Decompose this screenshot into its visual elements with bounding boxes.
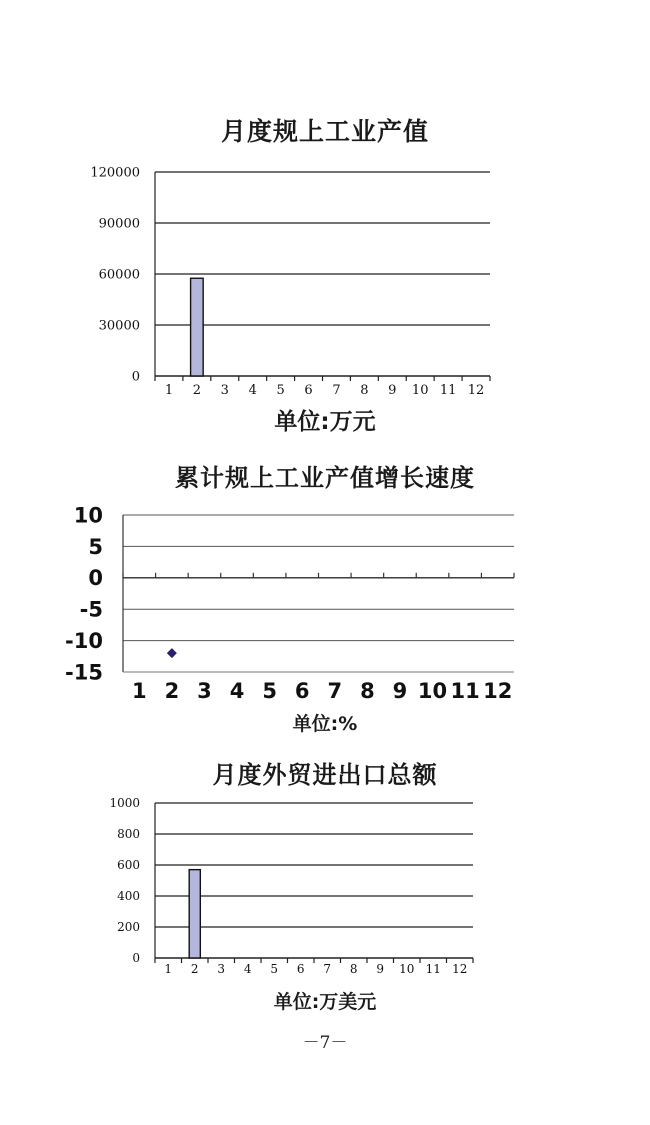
y-tick-label: 10 xyxy=(73,503,103,528)
x-tick-label: 3 xyxy=(197,679,212,703)
x-tick-label: 5 xyxy=(270,962,279,976)
y-tick-label: 1000 xyxy=(109,796,140,811)
y-tick-label: 30000 xyxy=(98,318,140,334)
x-tick-label: 10 xyxy=(417,679,448,703)
chart1-monthly-industrial-output xyxy=(0,160,650,405)
x-tick-label: 6 xyxy=(294,679,310,703)
y-tick-label: 60000 xyxy=(98,267,140,283)
y-tick-label: 0 xyxy=(132,951,140,966)
chart1-unit-label: 单位:万元 xyxy=(274,409,376,435)
y-tick-label: -15 xyxy=(65,660,103,685)
x-tick-label: 8 xyxy=(349,962,358,976)
chart2-title: 累计规上工业产值增长速度 xyxy=(175,464,475,492)
x-tick-label: 11 xyxy=(439,383,457,398)
y-tick-label: -5 xyxy=(79,597,103,622)
x-tick-label: 6 xyxy=(304,383,313,398)
y-tick-label: 0 xyxy=(131,369,140,385)
x-tick-label: 7 xyxy=(332,383,341,398)
x-tick-label: 3 xyxy=(217,962,226,976)
x-tick-label: 7 xyxy=(323,962,332,976)
x-tick-label: 2 xyxy=(192,383,202,398)
x-tick-label: 4 xyxy=(243,962,252,976)
x-tick-label: 11 xyxy=(450,679,480,703)
y-tick-label: 200 xyxy=(117,920,140,935)
x-tick-label: 11 xyxy=(425,962,441,976)
x-tick-label: 2 xyxy=(190,962,199,976)
x-tick-label: 4 xyxy=(248,383,257,398)
chart1-title: 月度规上工业产值 xyxy=(220,117,429,146)
y-tick-label: 800 xyxy=(117,827,140,842)
x-tick-label: 4 xyxy=(229,679,245,703)
x-tick-label: 12 xyxy=(483,679,513,703)
x-tick-label: 1 xyxy=(131,679,147,703)
x-tick-label: 5 xyxy=(276,383,285,398)
x-tick-label: 8 xyxy=(360,679,375,703)
bar-month-2 xyxy=(189,870,200,958)
x-tick-label: 1 xyxy=(164,962,173,976)
x-tick-label: 5 xyxy=(262,679,277,703)
x-tick-label: 9 xyxy=(388,383,397,398)
bar-month-2 xyxy=(191,278,204,376)
page-number: －7－ xyxy=(302,1033,348,1053)
y-tick-label: 5 xyxy=(88,534,103,559)
chart3-monthly-foreign-trade xyxy=(0,790,650,985)
y-tick-label: 600 xyxy=(117,858,140,873)
chart3-title: 月度外贸进出口总额 xyxy=(212,761,438,789)
x-tick-label: 10 xyxy=(411,383,429,398)
point-month-2 xyxy=(167,648,177,658)
chart3-unit-label: 单位:万美元 xyxy=(273,991,377,1013)
y-tick-label: 400 xyxy=(117,889,140,904)
chart2-cumulative-growth-rate xyxy=(0,500,650,705)
y-tick-label: 120000 xyxy=(90,165,140,181)
y-tick-label: 90000 xyxy=(98,216,140,232)
x-tick-label: 2 xyxy=(164,679,180,703)
x-tick-label: 10 xyxy=(399,962,415,976)
y-tick-label: -10 xyxy=(65,628,103,653)
x-tick-label: 6 xyxy=(296,962,305,976)
y-tick-label: 0 xyxy=(88,566,103,591)
x-tick-label: 9 xyxy=(376,962,385,976)
x-tick-label: 8 xyxy=(360,383,369,398)
x-tick-label: 3 xyxy=(220,383,229,398)
x-tick-label: 12 xyxy=(467,383,485,398)
x-tick-label: 12 xyxy=(452,962,468,976)
chart2-unit-label: 单位:% xyxy=(292,713,358,735)
x-tick-label: 9 xyxy=(392,679,408,703)
x-tick-label: 1 xyxy=(164,383,174,398)
x-tick-label: 7 xyxy=(327,679,343,703)
